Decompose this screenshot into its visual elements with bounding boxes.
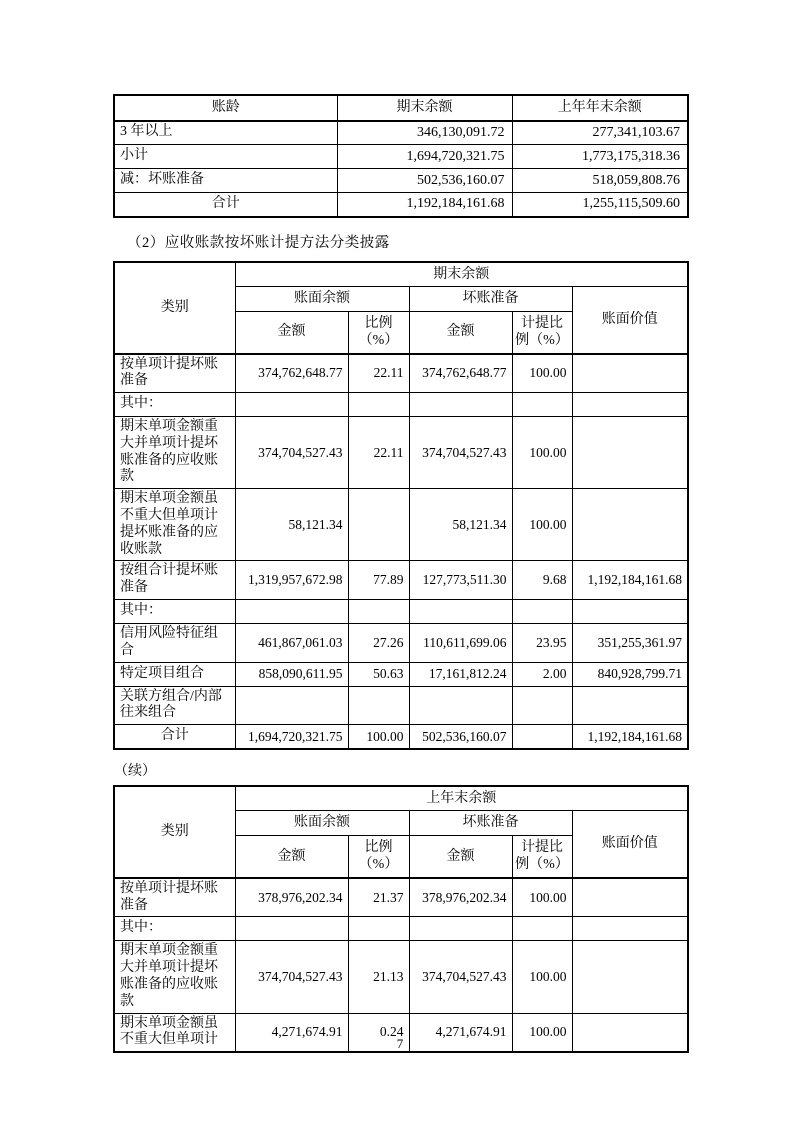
cell-provision-amount [409, 600, 512, 624]
cell-book-value: 1,192,184,161.68 [572, 561, 688, 600]
cell-provision-ratio [512, 686, 572, 725]
cell-provision-ratio [512, 393, 572, 417]
aging-col-ageing: 账龄 [114, 95, 337, 121]
cell-ageing-label: 减：坏账准备 [114, 169, 337, 193]
col-provision-ratio: 计提比例（%） [512, 311, 572, 354]
cell-provision-amount: 4,271,674.91 [409, 1013, 512, 1052]
cell-book-value [572, 354, 688, 393]
col-book-balance: 账面余额 [235, 811, 409, 836]
cell-ratio [348, 600, 409, 624]
aging-header-row [114, 95, 688, 121]
cell-ending-balance: 1,694,720,321.75 [337, 145, 512, 169]
cell-prior-balance: 518,059,808.76 [512, 169, 688, 193]
cell-provision-ratio [512, 725, 572, 749]
cell-book-value [572, 600, 688, 624]
cell-ending-balance: 1,192,184,161.68 [337, 193, 512, 217]
table-row-total [114, 193, 688, 217]
cell-provision-amount: 378,976,202.34 [409, 878, 512, 917]
cell-category: 其中： [114, 917, 235, 941]
method-table-prior [113, 785, 689, 1053]
col-book-value: 账面价值 [572, 287, 688, 354]
table-row [114, 489, 688, 561]
cell-provision-amount: 58,121.34 [409, 489, 512, 561]
col-provision-ratio: 计提比例（%） [512, 835, 572, 878]
table-row [114, 624, 688, 663]
cell-prior-balance: 277,341,103.67 [512, 121, 688, 145]
cell-gross-amount: 858,090,611.95 [235, 662, 348, 686]
cell-provision-amount [409, 393, 512, 417]
cell-provision-amount: 374,704,527.43 [409, 941, 512, 1013]
cell-book-value [572, 941, 688, 1013]
cell-book-value [572, 917, 688, 941]
cell-provision-amount: 110,611,699.06 [409, 624, 512, 663]
page-number: 7 [396, 1036, 404, 1051]
table-row-total [114, 725, 688, 749]
cell-ratio: 21.37 [348, 878, 409, 917]
col-amount: 金额 [235, 835, 348, 878]
cell-gross-amount: 1,319,957,672.98 [235, 561, 348, 600]
cell-ending-balance: 502,536,160.07 [337, 169, 512, 193]
aging-col-ending-balance: 期末余额 [337, 95, 512, 121]
cell-gross-amount: 4,271,674.91 [235, 1013, 348, 1052]
cell-provision-ratio: 100.00 [512, 941, 572, 1013]
cell-provision-ratio: 100.00 [512, 489, 572, 561]
cell-gross-amount [235, 686, 348, 725]
cell-gross-amount: 374,704,527.43 [235, 417, 348, 489]
cell-provision-ratio: 23.95 [512, 624, 572, 663]
col-amount: 金额 [235, 311, 348, 354]
cell-provision-ratio [512, 600, 572, 624]
table-row [114, 917, 688, 941]
cell-ratio [348, 686, 409, 725]
cell-book-value [572, 489, 688, 561]
cell-ratio [348, 917, 409, 941]
cell-category: 期末单项金额重大并单项计提坏账准备的应收账款 [114, 941, 235, 1013]
cell-category: 期末单项金额重大并单项计提坏账准备的应收账款 [114, 417, 235, 489]
cell-gross-amount: 374,704,527.43 [235, 941, 348, 1013]
cell-category: 特定项目组合 [114, 662, 235, 686]
cell-ratio: 100.00 [348, 725, 409, 749]
cell-book-value [572, 417, 688, 489]
table-row [114, 354, 688, 393]
colgroup-ending-balance: 期末余额 [235, 262, 688, 287]
cell-book-value [572, 393, 688, 417]
section-heading: （2）应收账款按坏账计提方法分类披露 [127, 234, 390, 251]
col-category: 类别 [114, 786, 235, 878]
col-provision-amount: 金额 [409, 835, 512, 878]
cell-gross-amount: 58,121.34 [235, 489, 348, 561]
table-row [114, 169, 688, 193]
cell-ratio: 22.11 [348, 417, 409, 489]
header-row-group [114, 786, 688, 811]
col-ratio: 比例（%） [348, 311, 409, 354]
cell-prior-balance: 1,255,115,509.60 [512, 193, 688, 217]
cell-category: 期末单项金额虽不重大但单项计 [114, 1013, 235, 1052]
cell-ratio: 77.89 [348, 561, 409, 600]
cell-ageing-label: 小计 [114, 145, 337, 169]
table-row [114, 662, 688, 686]
aging-col-prior-year-balance: 上年年末余额 [512, 95, 688, 121]
cell-book-value: 1,192,184,161.68 [572, 725, 688, 749]
cell-provision-ratio: 100.00 [512, 1013, 572, 1052]
cell-gross-amount: 461,867,061.03 [235, 624, 348, 663]
cell-provision-ratio: 100.00 [512, 354, 572, 393]
cell-prior-balance: 1,773,175,318.36 [512, 145, 688, 169]
cell-book-value: 840,928,799.71 [572, 662, 688, 686]
cell-provision-ratio: 100.00 [512, 878, 572, 917]
col-ratio: 比例（%） [348, 835, 409, 878]
table-row [114, 417, 688, 489]
cell-category: 按单项计提坏账准备 [114, 354, 235, 393]
cell-ratio [348, 489, 409, 561]
table-row [114, 941, 688, 1013]
cell-total-label: 合计 [114, 725, 235, 749]
cell-ratio: 21.13 [348, 941, 409, 1013]
cell-provision-ratio: 9.68 [512, 561, 572, 600]
cell-provision-ratio: 2.00 [512, 662, 572, 686]
cell-gross-amount: 1,694,720,321.75 [235, 725, 348, 749]
continued-label: （续） [114, 763, 156, 779]
table-row [114, 878, 688, 917]
colgroup-prior-year-balance: 上年末余额 [235, 786, 688, 811]
table-row [114, 121, 688, 145]
cell-provision-amount: 374,704,527.43 [409, 417, 512, 489]
col-book-balance: 账面余额 [235, 287, 409, 312]
table-row [114, 145, 688, 169]
cell-book-value [572, 686, 688, 725]
col-bad-debt-provision: 坏账准备 [409, 287, 572, 312]
cell-category: 按单项计提坏账准备 [114, 878, 235, 917]
col-category: 类别 [114, 262, 235, 354]
cell-ending-balance: 346,130,091.72 [337, 121, 512, 145]
cell-provision-amount [409, 917, 512, 941]
cell-gross-amount: 378,976,202.34 [235, 878, 348, 917]
cell-gross-amount [235, 393, 348, 417]
cell-provision-amount: 17,161,812.24 [409, 662, 512, 686]
header-row-group [114, 262, 688, 287]
cell-provision-ratio: 100.00 [512, 417, 572, 489]
cell-category: 按组合计提坏账准备 [114, 561, 235, 600]
cell-category: 信用风险特征组合 [114, 624, 235, 663]
cell-book-value: 351,255,361.97 [572, 624, 688, 663]
cell-category: 关联方组合/内部往来组合 [114, 686, 235, 725]
cell-ratio: 50.63 [348, 662, 409, 686]
cell-book-value [572, 878, 688, 917]
method-table-current [113, 261, 689, 750]
col-bad-debt-provision: 坏账准备 [409, 811, 572, 836]
col-book-value: 账面价值 [572, 811, 688, 878]
cell-ratio: 0.24 [348, 1013, 409, 1052]
cell-category: 期末单项金额虽不重大但单项计提坏账准备的应收账款 [114, 489, 235, 561]
cell-ratio: 22.11 [348, 354, 409, 393]
table-row [114, 600, 688, 624]
cell-category: 其中： [114, 393, 235, 417]
cell-provision-amount [409, 686, 512, 725]
cell-provision-amount: 374,762,648.77 [409, 354, 512, 393]
table-row [114, 561, 688, 600]
cell-total-label: 合计 [114, 193, 337, 217]
table-row [114, 686, 688, 725]
cell-provision-ratio [512, 917, 572, 941]
cell-category: 其中： [114, 600, 235, 624]
col-provision-amount: 金额 [409, 311, 512, 354]
cell-ratio: 27.26 [348, 624, 409, 663]
cell-gross-amount [235, 917, 348, 941]
aging-table [113, 94, 689, 218]
cell-ageing-label: 3 年以上 [114, 121, 337, 145]
cell-provision-amount: 127,773,511.30 [409, 561, 512, 600]
cell-gross-amount: 374,762,648.77 [235, 354, 348, 393]
cell-ratio [348, 393, 409, 417]
cell-gross-amount [235, 600, 348, 624]
cell-provision-amount: 502,536,160.07 [409, 725, 512, 749]
table-row [114, 393, 688, 417]
